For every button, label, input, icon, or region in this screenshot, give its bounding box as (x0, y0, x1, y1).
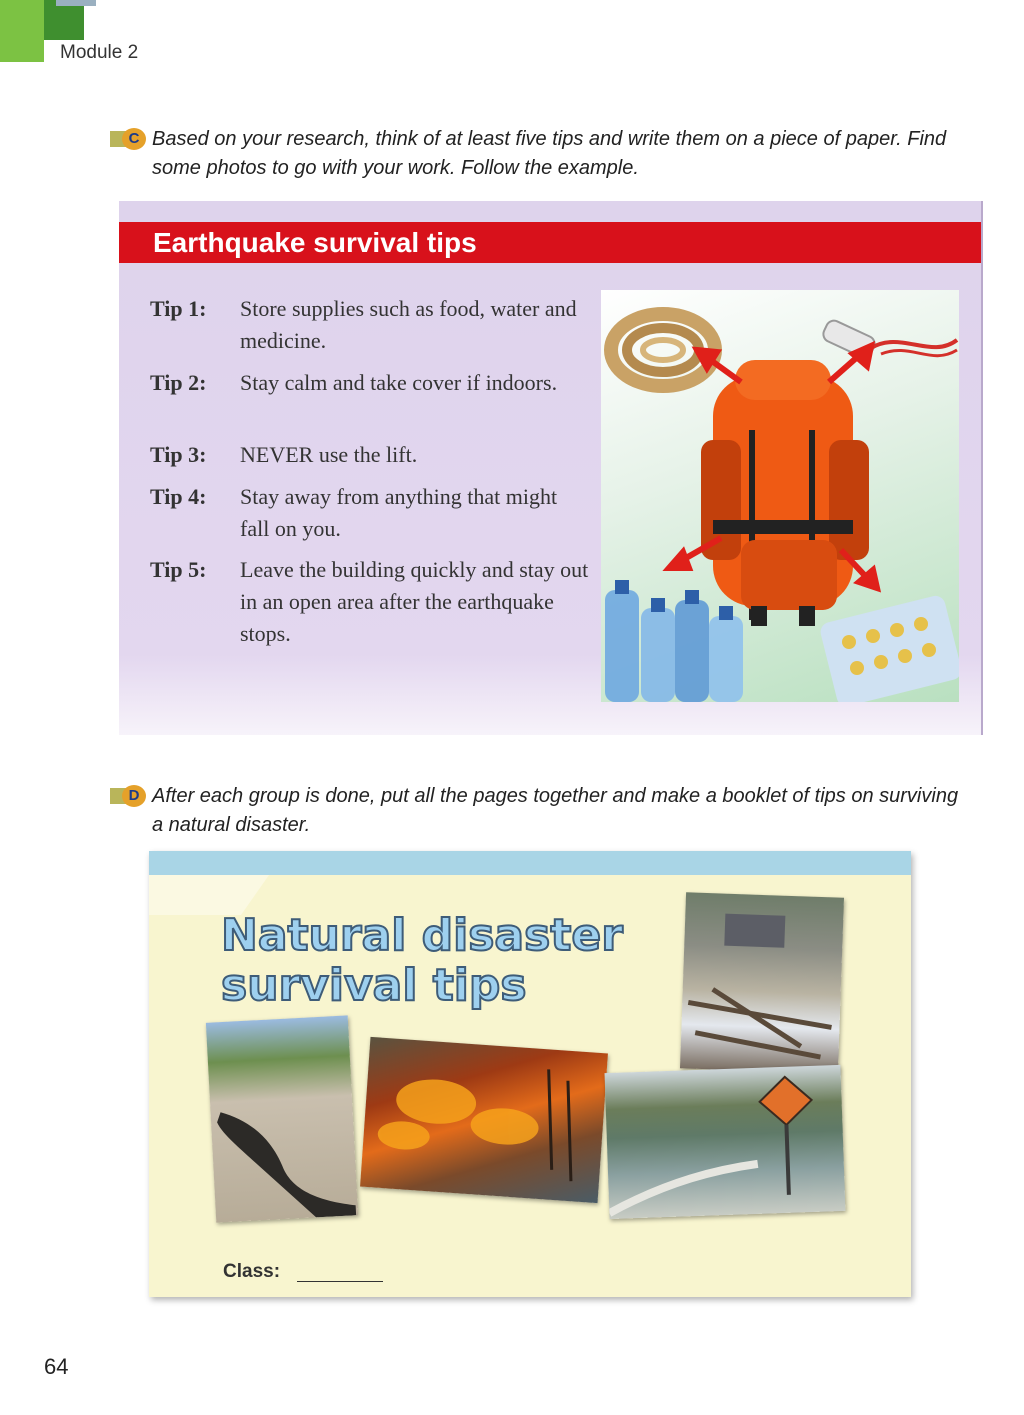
earthquake-crack-photo (206, 1015, 358, 1222)
tip-text: Stay calm and take cover if indoors. (240, 370, 558, 395)
tip-text: Store supplies such as food, water and medicine. (240, 296, 577, 353)
page-number: 64 (44, 1354, 69, 1379)
tip-text: Leave the building quickly and stay out in an open area after the earthquake stops. (240, 557, 589, 646)
module-label: Module 2 (60, 42, 139, 63)
whistle-icon (821, 318, 957, 360)
class-fill-line (297, 1281, 383, 1282)
booklet-cover (149, 851, 911, 1297)
corner-accent-dark (44, 0, 84, 40)
section-d-instruction: After each group is done, put all the pages together and make a booklet of tips on surviving a natural disaster. (152, 785, 959, 836)
tip-label: Tip 1: (150, 296, 207, 321)
corner-accent (0, 0, 44, 62)
wildfire-photo (360, 1037, 608, 1203)
class-label: Class: (223, 1261, 281, 1282)
section-c-badge (110, 128, 150, 148)
tip-label: Tip 4: (150, 484, 207, 509)
section-c-instruction: Based on your research, think of at least five tips and write them on a piece of paper. Find some photos to go with your work. Follow the example. (152, 128, 947, 179)
medicine-pack-icon (818, 594, 959, 702)
tip-text: NEVER use the lift. (240, 442, 418, 467)
tip-label: Tip 3: (150, 442, 207, 467)
booklet-title: Natural disaster survival tips (221, 910, 623, 1011)
survival-kit-photo (601, 290, 959, 702)
booklet-stripe (149, 875, 269, 915)
section-c-letter: C (122, 128, 146, 150)
tip-label: Tip 5: (150, 557, 207, 582)
hurricane-debris-photo (680, 892, 844, 1073)
section-d-letter: D (122, 785, 146, 807)
flood-photo (605, 1065, 846, 1219)
water-bottles-icon (605, 580, 743, 702)
tip-label: Tip 2: (150, 370, 207, 395)
backpack-icon (701, 360, 869, 626)
section-d-badge (110, 785, 150, 805)
tips-card-title: Earthquake survival tips (119, 222, 981, 263)
booklet-top-band (149, 851, 911, 875)
corner-accent-grey (56, 0, 96, 6)
tip-text: Stay away from anything that might fall on you. (240, 484, 558, 541)
